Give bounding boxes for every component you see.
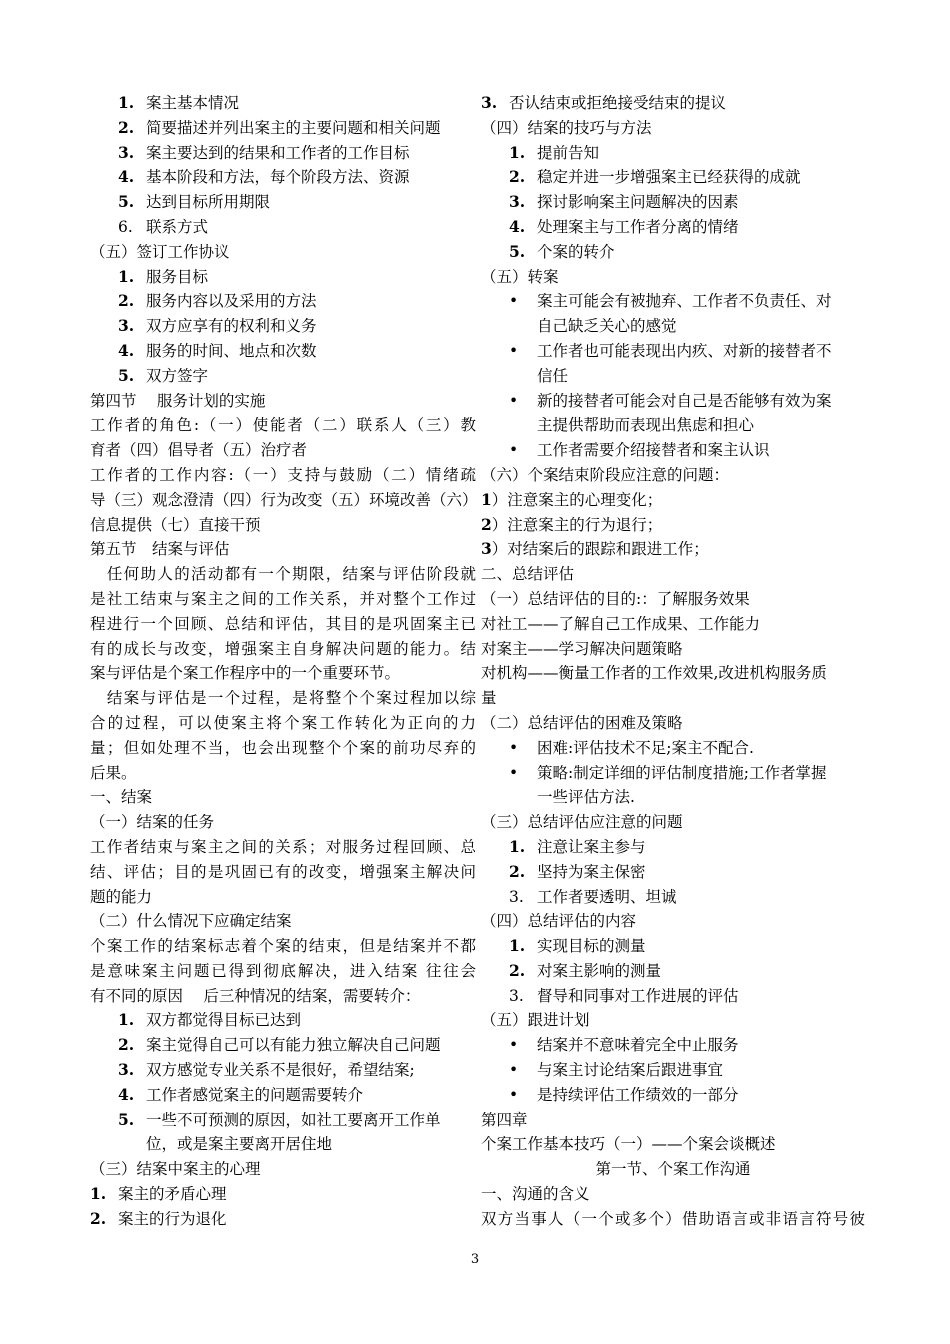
bullet-item-continuation: 信任 xyxy=(537,366,569,385)
chapter-label: 第四章 xyxy=(481,1110,528,1129)
section-heading: 一、沟通的含义 xyxy=(481,1185,590,1204)
bullet-item: • 是持续评估工作绩效的一部分 xyxy=(481,1083,865,1108)
paragraph-line: 对社工——了解自己工作成果、工作能力 xyxy=(481,614,761,633)
list-item: 3. 双方感觉专业关系不是很好，希望结案; xyxy=(118,1060,415,1080)
list-item: 3. 否认结束或拒绝接受结束的提议 xyxy=(481,93,727,112)
bullet-icon: • xyxy=(509,441,519,460)
list-item: 4. 处理案主与工作者分离的情绪 xyxy=(509,216,739,236)
note-item: 3）对结案后的跟踪和跟进工作； xyxy=(481,539,709,559)
left-column xyxy=(90,91,476,1232)
bullet-icon: • xyxy=(509,1085,519,1104)
paragraph-line: 工作者的角色:（一）使能者（二）联系人（三）教 xyxy=(90,416,476,435)
paragraph-line: 有不同的原因 后三种情况的结案，需要转介： xyxy=(90,986,421,1005)
paragraph-line: 个案工作的结案标志着个案的结束，但是结案并不都 xyxy=(90,937,476,956)
paragraph-line: 有的成长与改变，增强案主自身解决问题的能力。结 xyxy=(90,639,476,658)
page-number: 3 xyxy=(470,1252,480,1267)
paragraph-line: 信息提供（七）直接干预 xyxy=(90,515,261,534)
section-heading: （五）转案 xyxy=(481,267,559,286)
note-item: 1）注意案主的心理变化； xyxy=(481,489,663,509)
list-item: 4. 服务的时间、地点和次数 xyxy=(118,340,317,360)
list-item: 2. 服务内容以及采用的方法 xyxy=(118,291,317,311)
paragraph-line: 工作者结束与案主之间的关系；对服务过程回顾、总 xyxy=(90,837,476,856)
list-item: 3. 督导和同事对工作进展的评估 xyxy=(509,986,739,1005)
paragraph-line: 双方当事人（一个或多个）借助语言或非语言符号彼 xyxy=(481,1209,865,1228)
list-item: 1. 双方都觉得目标已达到 xyxy=(118,1010,302,1030)
right-column xyxy=(481,91,865,1232)
list-item: 3. 双方应享有的权利和义务 xyxy=(118,316,317,336)
list-item: 2. 坚持为案主保密 xyxy=(509,861,646,881)
bullet-icon: • xyxy=(509,763,519,782)
bullet-icon: • xyxy=(509,1036,519,1055)
section-heading: （三）结案中案主的心理 xyxy=(90,1160,261,1179)
paragraph-line: 结、评估；目的是巩固已有的改变，增强案主解决问 xyxy=(90,862,476,881)
section-heading: （一）结案的任务 xyxy=(90,813,215,832)
paragraph-line: 育者（四）倡导者（五）治疗者 xyxy=(90,441,308,460)
paragraph-line: 量；但如处理不当，也会出现整个个案的前功尽弃的 xyxy=(90,738,476,757)
list-item-continuation: 位，或是案主要离开居住地 xyxy=(146,1135,333,1154)
bullet-icon: • xyxy=(509,341,519,360)
paragraph-line: 是社工结束与案主之间的工作关系，并对整个工作过 xyxy=(90,589,476,608)
paragraph-line: 结案与评估是一个过程，是将整个个案过程加以综 xyxy=(90,689,476,708)
chapter-title: 个案工作基本技巧（一）——个案会谈概述 xyxy=(481,1135,776,1154)
paragraph-line: 题的能力 xyxy=(90,887,153,906)
bullet-icon: • xyxy=(509,738,519,757)
list-item: 3. 工作者要透明、坦诚 xyxy=(509,887,677,906)
list-item: 1. 案主基本情况 xyxy=(118,93,240,112)
list-item: 2. 简要描述并列出案主的主要问题和相关问题 xyxy=(118,117,441,137)
section-heading: 二、总结评估 xyxy=(481,565,575,584)
list-item: 2. 对案主影响的测量 xyxy=(509,960,662,980)
bullet-item: • 新的接替者可能会对自己是否能够有效为案 xyxy=(481,389,865,414)
bullet-icon: • xyxy=(509,391,519,410)
list-item: 3. 探讨影响案主问题解决的因素 xyxy=(509,192,739,212)
paragraph-line: 对案主——学习解决问题策略 xyxy=(481,639,683,658)
list-item: 1. 案主的矛盾心理 xyxy=(90,1184,227,1204)
bullet-item-continuation: 自己缺乏关心的感觉 xyxy=(537,317,677,336)
list-item: 1. 实现目标的测量 xyxy=(509,936,646,956)
paragraph-line: 案与评估是个案工作程序中的一个重要环节。 xyxy=(90,664,401,683)
paragraph-line: 导（三）观念澄清（四）行为改变（五）环境改善（六） xyxy=(90,490,478,509)
paragraph-line: 是意味案主问题已得到彻底解决，进入结案 往往会 xyxy=(90,961,476,980)
paragraph-line: 程进行一个回顾、总结和评估，其目的是巩固案主已 xyxy=(90,614,476,633)
section-heading: （二）总结评估的困难及策略 xyxy=(481,713,683,732)
paragraph-line: 后果。 xyxy=(90,763,137,782)
bullet-item-continuation: 一些评估方法. xyxy=(537,788,635,807)
list-item: 3. 案主要达到的结果和工作者的工作目标 xyxy=(118,142,410,162)
list-item: 1. 提前告知 xyxy=(509,142,600,162)
bullet-item: • 困难:评估技术不足;案主不配合. xyxy=(481,736,865,761)
section-title: 第四节 服务计划的实施 xyxy=(90,391,266,410)
section-heading: （三）总结评估应注意的问题 xyxy=(481,813,683,832)
paragraph-line: 合的过程，可以使案主将个案工作转化为正向的力 xyxy=(90,713,476,732)
section-heading: （六）个案结束阶段应注意的问题： xyxy=(481,465,730,484)
bullet-item: • 与案主讨论结案后跟进事宜 xyxy=(481,1058,865,1083)
list-item: 4. 基本阶段和方法，每个阶段方法、资源 xyxy=(118,167,410,187)
list-item: 6. 联系方式 xyxy=(118,217,209,236)
bullet-item-continuation: 主提供帮助而表现出焦虑和担心 xyxy=(537,416,755,435)
section-heading: 一、结案 xyxy=(90,788,153,807)
list-item: 5. 达到目标所用期限 xyxy=(118,192,271,212)
section-heading: （四）结案的技巧与方法 xyxy=(481,118,652,137)
list-item: 5. 一些不可预测的原因，如社工要离开工作单 xyxy=(118,1109,441,1129)
list-item: 2. 案主觉得自己可以有能力独立解决自己问题 xyxy=(118,1035,441,1055)
paragraph-line: 对机构——衡量工作者的工作效果,改进机构服务质 xyxy=(481,664,827,683)
list-item: 5. 个案的转介 xyxy=(509,241,615,261)
list-item: 4. 工作者感觉案主的问题需要转介 xyxy=(118,1084,364,1104)
bullet-item: • 工作者需要介绍接替者和案主认识 xyxy=(481,438,865,463)
section-title: 第五节 结案与评估 xyxy=(90,540,230,559)
bullet-item: • 案主可能会有被抛弃、工作者不负责任、对 xyxy=(481,289,865,314)
list-item: 2. 案主的行为退化 xyxy=(90,1208,227,1228)
list-item: 1. 注意让案主参与 xyxy=(509,836,646,856)
paragraph-line: 量 xyxy=(481,689,497,708)
section-title: 第一节、个案工作沟通 xyxy=(595,1160,751,1179)
list-item: 1. 服务目标 xyxy=(118,266,209,286)
note-item: 2）注意案主的行为退行； xyxy=(481,514,663,534)
section-heading: （一）总结评估的目的:：了解服务效果 xyxy=(481,589,750,608)
bullet-icon: • xyxy=(509,1061,519,1080)
bullet-item: • 策略:制定详细的评估制度措施;工作者掌握 xyxy=(481,761,865,786)
paragraph-line: 工作者的工作内容:（一）支持与鼓励（二）情绪疏 xyxy=(90,465,476,484)
bullet-item: • 工作者也可能表现出内疚、对新的接替者不 xyxy=(481,339,865,364)
section-heading: （四）总结评估的内容 xyxy=(481,912,637,931)
bullet-item: • 结案并不意味着完全中止服务 xyxy=(481,1033,865,1058)
paragraph-line: 任何助人的活动都有一个期限，结案与评估阶段就 xyxy=(90,565,476,584)
section-heading: （五）跟进计划 xyxy=(481,1011,590,1030)
list-item: 2. 稳定并进一步增强案主已经获得的成就 xyxy=(509,167,801,187)
section-heading: （二）什么情况下应确定结案 xyxy=(90,912,292,931)
bullet-icon: • xyxy=(509,292,519,311)
list-item: 5. 双方签字 xyxy=(118,365,209,385)
section-heading: （五）签订工作协议 xyxy=(90,242,230,261)
